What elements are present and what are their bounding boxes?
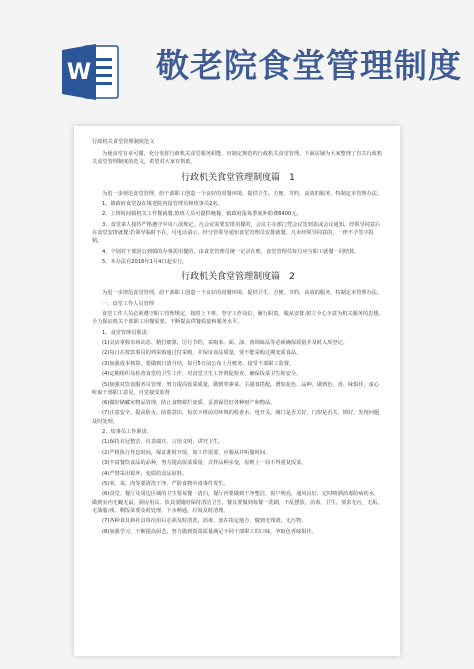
section2-paragraph: 为进一步规范食堂管理，给干部职工创造一个良好的用餐环境，提供卫生、方便、节约、高效的服务，特制定本管理办法。	[102, 290, 383, 297]
section2-paragraph: (3)加强成本核算，要做到日清月结，每月5日前公布上月账务，接受干部职工监督。	[102, 360, 295, 367]
section1-paragraph: 2、上班时间镇机关工作餐就餐,值班人员可提供晚餐，镇政府报每季度补助费8400元。	[102, 211, 302, 218]
section2-paragraph: (8)加强学习，不断提高厨艺，努力做到饭菜质量满足不同干部职工的口味，争取色香味俱佳。	[102, 528, 317, 535]
section2-paragraph: (2)严格执行作息时间，保证准时开饭，如工作需要，应服从并听餐时间。	[102, 449, 271, 456]
section2-paragraph: (7)各种食具和社具每次用后必须及时清洗，消毒，放在指定地方，做到无残渣，无污物。	[102, 518, 307, 525]
section2-paragraph: (1)保持衣冠整洁，仪表端庄，言语文明，讲究卫生。	[102, 439, 224, 446]
section2-paragraph: (5)米、菜，肉等要清洗干净，严防食物中毒事件发生。	[102, 481, 229, 488]
section2-paragraph: (4)定期组织及检查食堂的卫生工作，对食堂卫生工作督促检查，确保饭菜卫生和安全。	[102, 371, 302, 378]
section2-paragraph: (5)加强对饮食服务员管理，努力提高饭菜质量，做到荤素菜、主副食搭配，增加花色、品种，做到色、香、味俱佳，虚心听取干部职工意见，自觉接受监督	[92, 381, 380, 396]
section1-heading: 行政机关食堂管理制度篇 1	[181, 172, 295, 183]
section2-paragraph: (6)食堂、餐厅及周边区域的卫生要每餐一清扫，餐厅内要做到干净整洁，窗户明亮，通风良好，定时喷洒消毒防病药水，做到室内无蝇无鼠，厨房用具、炊具要随时保持清洁卫生，餐具要做到每餐一洗刷，不乱摆放，消毒，卫生，要求无污，无垢，无油脂;残、剩饭菜要及时处理，下水畅通，垃圾及时清理。	[92, 491, 383, 514]
doc-intro: 为使食堂有章可循，充分发挥行政机关食堂服务职能，应制定规范的行政机关食堂管理。下面店铺为大家整理了有关行政机关食堂管理制度的范文，希望对大家有帮助。	[92, 151, 383, 166]
banner	[0, 0, 474, 118]
document-page	[74, 126, 400, 656]
section1-paragraph: 为进一步规范食堂管理，给干部职工创造一个良好的用餐环境，提供卫生、方便、节约、高效的服务，特制定本管理办法。	[102, 190, 383, 197]
word-document-icon	[62, 42, 120, 102]
section2-paragraph: 一、食堂工作人员管理	[102, 300, 154, 307]
section2-paragraph: (7)注意安全，提高防火、防盗意识，每次下班前对环境的检查水、电开关，阀门是否关好，门窗是否关，锁好，发现问题及时处理。	[92, 410, 380, 425]
banner-title: 敬老院食堂管理制度	[156, 46, 462, 85]
section1-paragraph: 4、个别对干部因公到镇的办事需用餐的，由食堂管理员统一记录在账，食堂管理员每月应与职工就餐一同结算。	[102, 248, 360, 255]
section2-paragraph: 2、炊事员工作职责：	[102, 429, 152, 436]
doc-small-title: 行政机关食堂管理制度范文	[92, 139, 155, 145]
section2-paragraph: 食堂工作人员必须遵守职工管理规定，按时上下班，坚守工作岗位，履行职责，服从安排,树立全心全意为机关服务的思想,全力保证机关干部职工用餐需要，不断提高供餐质量和服务水平。	[92, 310, 381, 326]
section2-paragraph: 1、食堂管理员职责：	[102, 329, 152, 336]
section2-paragraph: (3)丰富餐饮食品的品种，努力提高饭菜质量，式样品种多变，原则上一周不得重复饭菜。	[102, 460, 307, 467]
section2-heading: 行政机关食堂管理制度篇 2	[181, 272, 295, 283]
section1-paragraph: 5、本办法自2016年1月4日起实行。	[102, 258, 188, 265]
section2-paragraph: (6)做好储藏室物品管理，防止食物霉烂变质、妥善保管好各种财产和物品。	[102, 400, 276, 407]
section2-paragraph: (4)严禁采用霉坏，变质的食品原料。	[102, 470, 188, 477]
section2-paragraph: (2)每日在按饮事员的列采购通过付采购，并保证食品质量，要不能采购过期变质食品。	[102, 350, 302, 357]
section2-paragraph: (1)灵活掌握市场动态、精打细算，厉行节约，采购米、面、油、肉调味品等必须确保质量并及时入库登记。	[102, 339, 348, 346]
document-content	[92, 138, 384, 538]
word-icon-letter: W	[66, 60, 92, 85]
section1-paragraph: 3、食堂来人接待严格遵守中央八项规定，凡会议需要安排用餐的，会议主办部门凭会议签到表或会议通知，经领导同意后在食堂安排就餐;若领导临时不在，可电话请示，经分管领导通知食堂管理员安排就餐，凡未经领导同意的，一律不予签字报销。	[92, 221, 381, 245]
section1-paragraph: 1、镇政府食堂设在镇老院内设管理员和炊事员2名。	[102, 201, 223, 207]
